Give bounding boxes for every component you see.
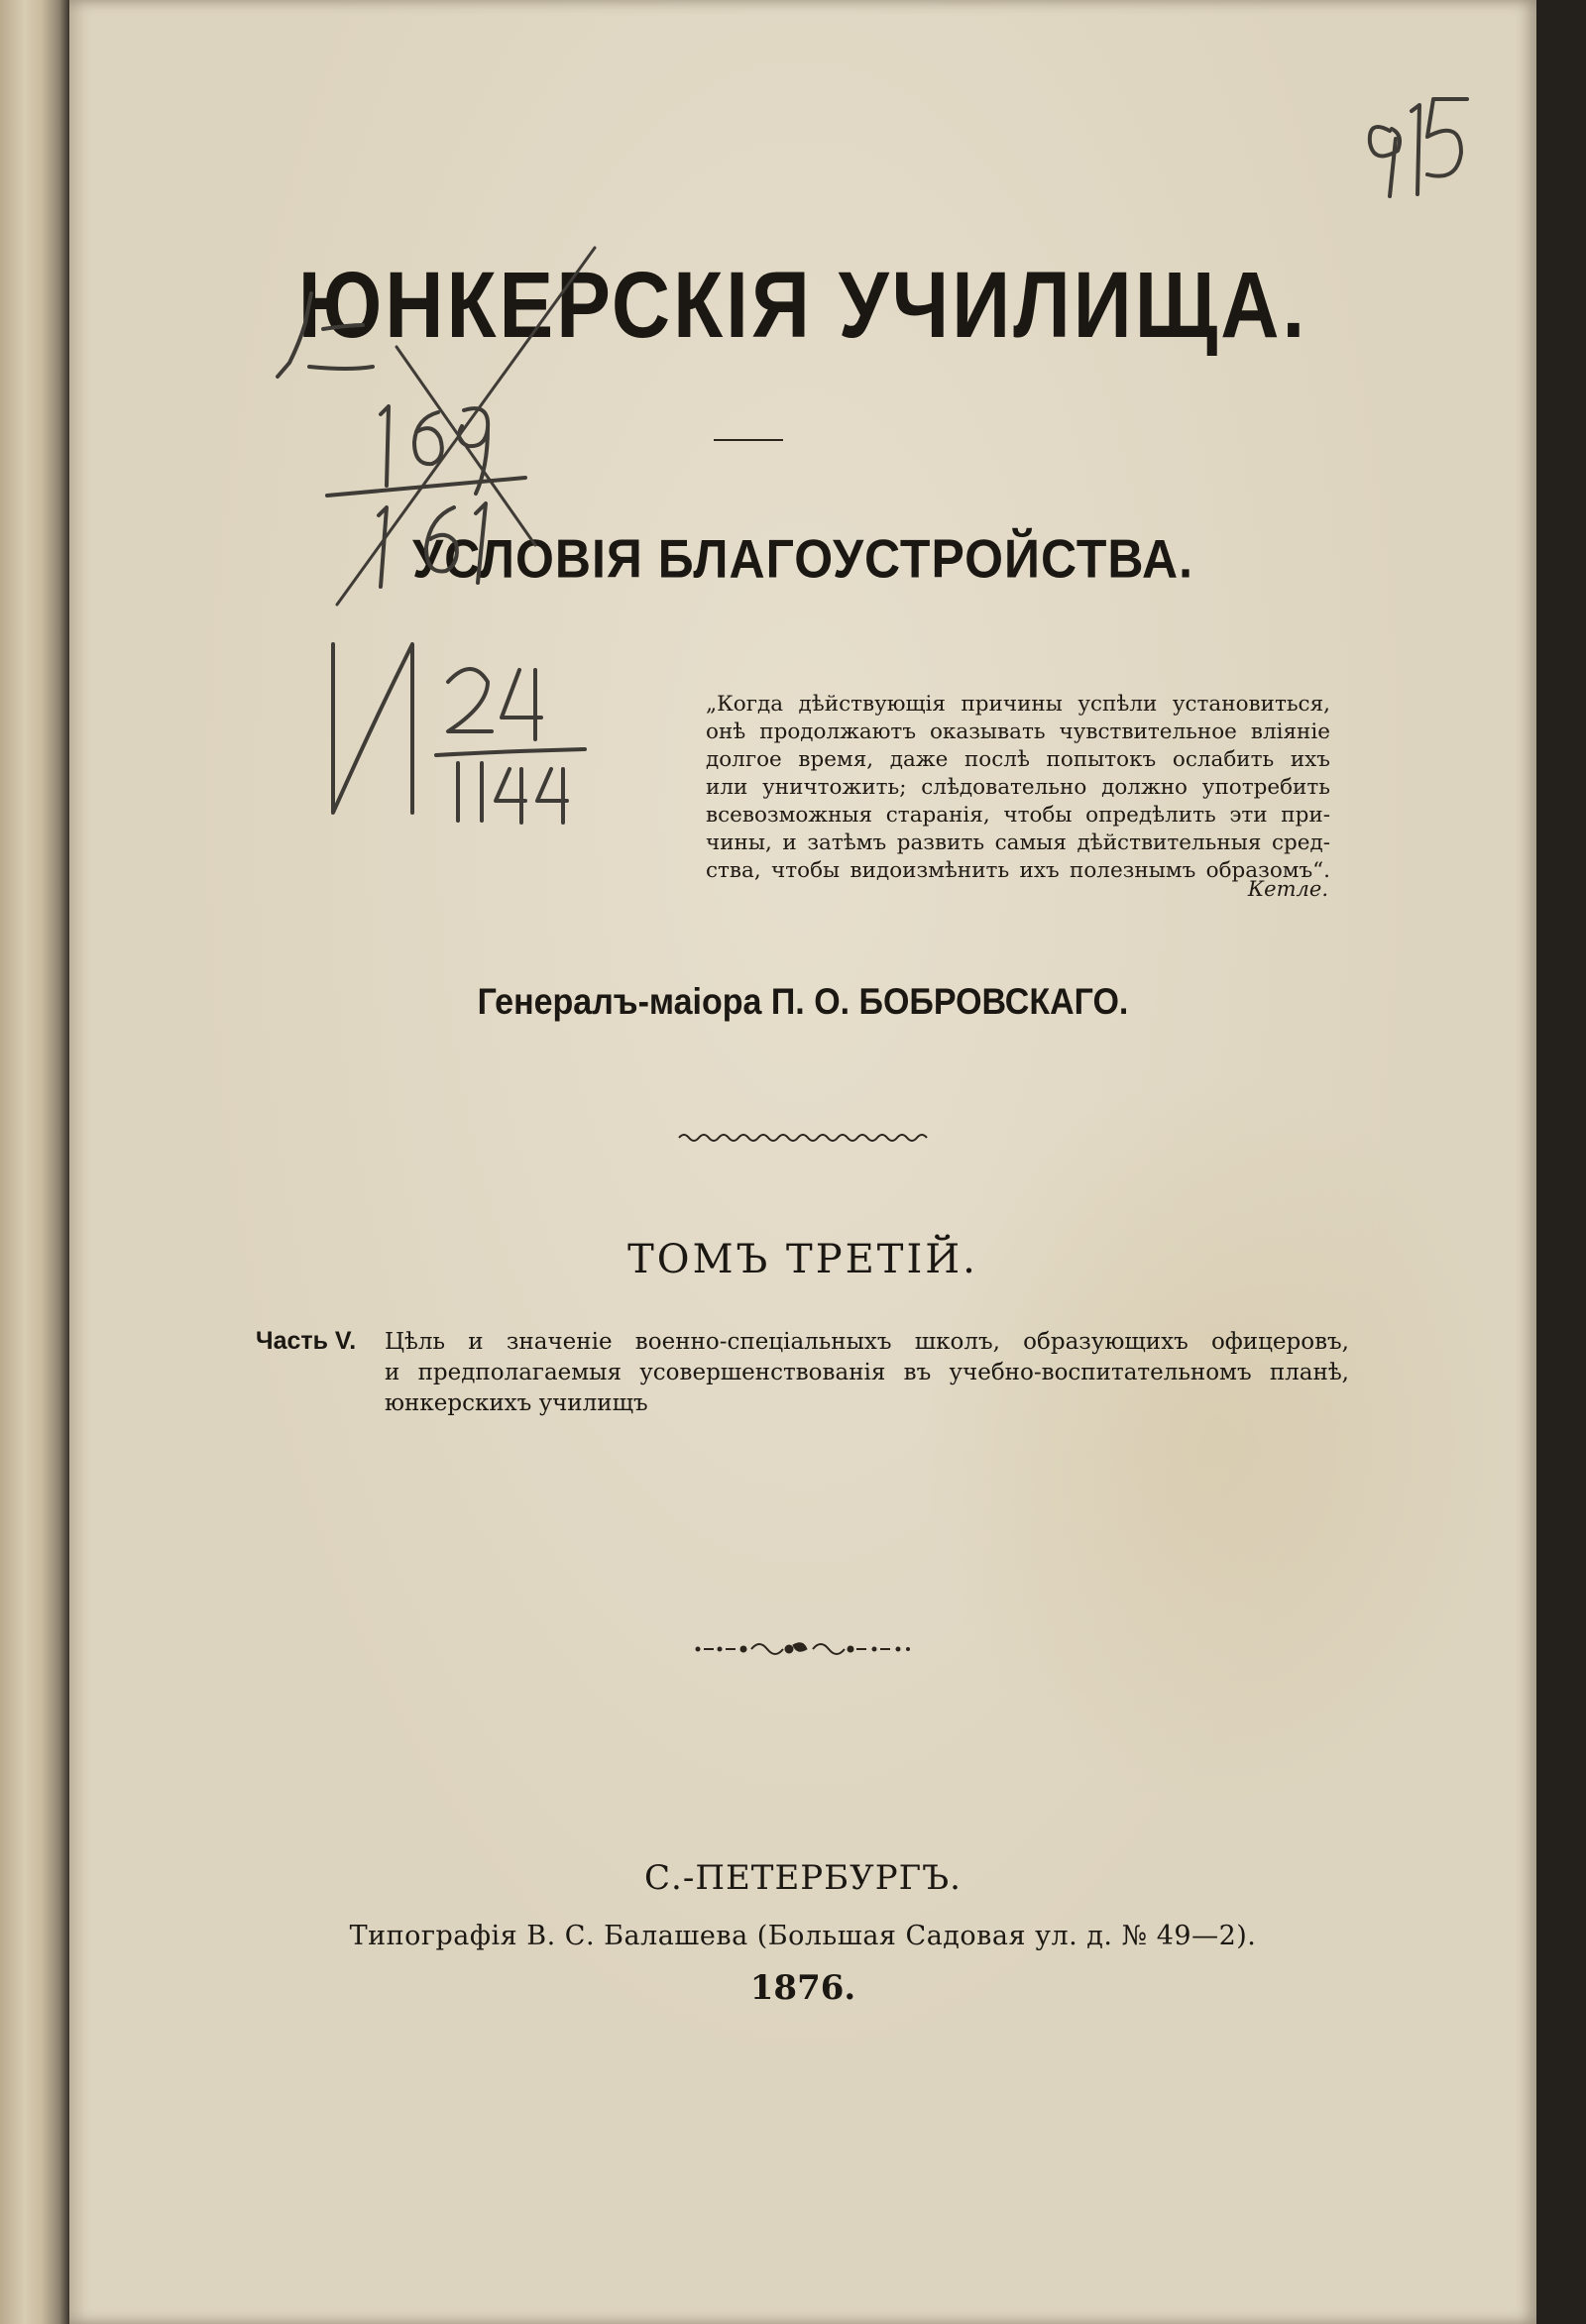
epigraph-line: долгое время, даже послѣ попытокъ ослабить ихъ [706, 747, 1330, 772]
epigraph-line: ства, чтобы видоизмѣнить ихъ полезнымъ образомъ“. [706, 858, 1330, 883]
part-line: Цѣль и значеніе военно-спеціальныхъ школъ, образующихъ офицеровъ, [385, 1329, 1349, 1355]
epigraph-line: „Когда дѣйствующія причины успѣли установиться, [706, 692, 1330, 717]
imprint-printer: Типографія В. С. Балашева (Большая Садовая ул. д. № 49—2). [349, 1921, 1257, 1951]
author-line: Генералъ-маіора П. О. БОБРОВСКАГО. [477, 981, 1129, 1023]
volume-heading: ТОМЪ ТРЕТІЙ. [627, 1237, 978, 1282]
epigraph-author: Кетле. [1247, 877, 1328, 901]
epigraph-line: чины, и затѣмъ развить самыя дѣйствительныя сред- [706, 830, 1330, 855]
part-line: юнкерскихъ училищъ [385, 1390, 648, 1416]
epigraph-line: или уничтожить; слѣдовательно должно употребить [706, 775, 1330, 800]
book-binding [0, 0, 69, 2324]
title-rule [714, 439, 783, 441]
floral-ornament [690, 1637, 916, 1661]
imprint-city: С.-ПЕТЕРБУРГЪ. [644, 1858, 962, 1898]
wavy-ornament [674, 1123, 932, 1153]
epigraph [706, 691, 1330, 885]
imprint-year: 1876. [749, 1968, 856, 2008]
book-subtitle: УСЛОВІЯ БЛАГОУСТРОЙСТВА. [411, 528, 1194, 590]
epigraph-line: онѣ продолжаютъ оказывать чувствительное вліяніе [706, 719, 1330, 744]
shelf-mark [333, 644, 585, 823]
book-title: ЮНКЕРСКІЯ УЧИЛИЩА. [297, 254, 1308, 358]
background-edge [1536, 0, 1586, 2324]
title-page [69, 0, 1536, 2324]
part-line: и предполагаемыя усовершенствованія въ учебно-воспитательномъ планѣ, [385, 1360, 1349, 1385]
epigraph-line: всевозможныя старанія, чтобы опредѣлить эти при- [706, 803, 1330, 828]
corner-mark [1370, 99, 1467, 196]
part-label: Часть V. [256, 1327, 357, 1355]
part-description [385, 1327, 1349, 1419]
